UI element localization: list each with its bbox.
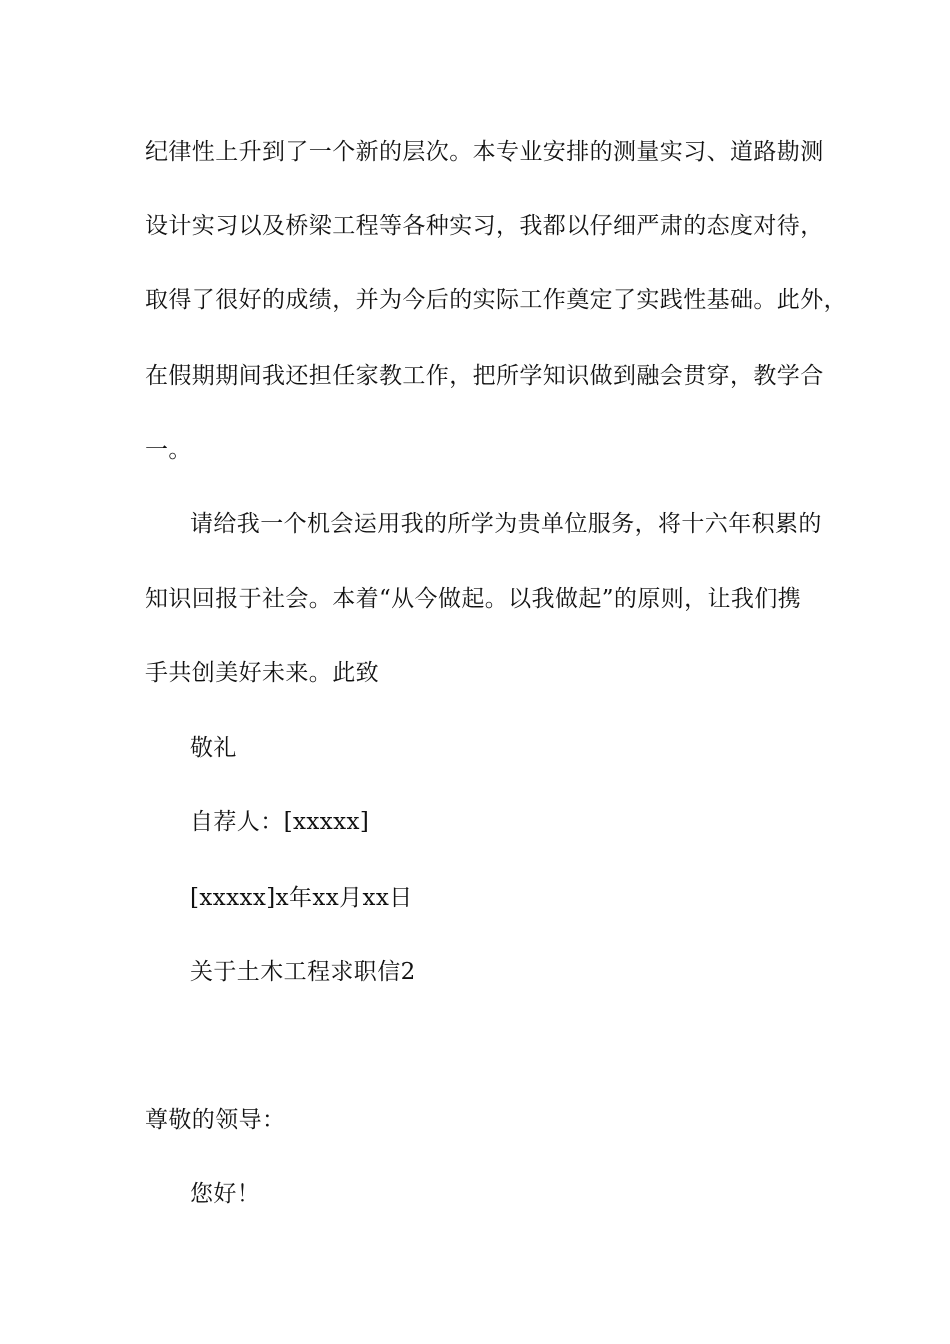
paragraph-1-line-4: 在假期期间我还担任家教工作，把所学知识做到融会贯穿，教学合 (145, 363, 824, 389)
paragraph-1-line-2: 设计实习以及桥梁工程等各种实习，我都以仔细严肃的态度对待， (145, 213, 824, 239)
paragraph-1-line-1: 纪律性上升到了一个新的层次。本专业安排的测量实习、道路勘测 (145, 139, 824, 165)
paragraph-1-line-3: 取得了很好的成绩，并为今后的实际工作奠定了实践性基础。此外， (145, 287, 847, 313)
salutation-text: 尊敬的领导： (145, 1107, 286, 1133)
closing-text: 敬礼 (190, 735, 237, 761)
signature-text: 自荐人：[xxxxx] (190, 809, 370, 835)
greeting-text: 您好！ (190, 1181, 261, 1207)
paragraph-2-line-2: 知识回报于社会。本着“从今做起。以我做起”的原则，让我们携 (145, 586, 802, 612)
paragraph-1-line-5: 一。 (145, 437, 192, 463)
paragraph-2-line-1: 请给我一个机会运用我的所学为贵单位服务，将十六年积累的 (190, 511, 822, 537)
date-text: [xxxxx]x年xx月xx日 (190, 885, 413, 911)
paragraph-2-line-3: 手共创美好未来。此致 (145, 660, 379, 686)
next-letter-title: 关于土木工程求职信2 (190, 959, 416, 985)
